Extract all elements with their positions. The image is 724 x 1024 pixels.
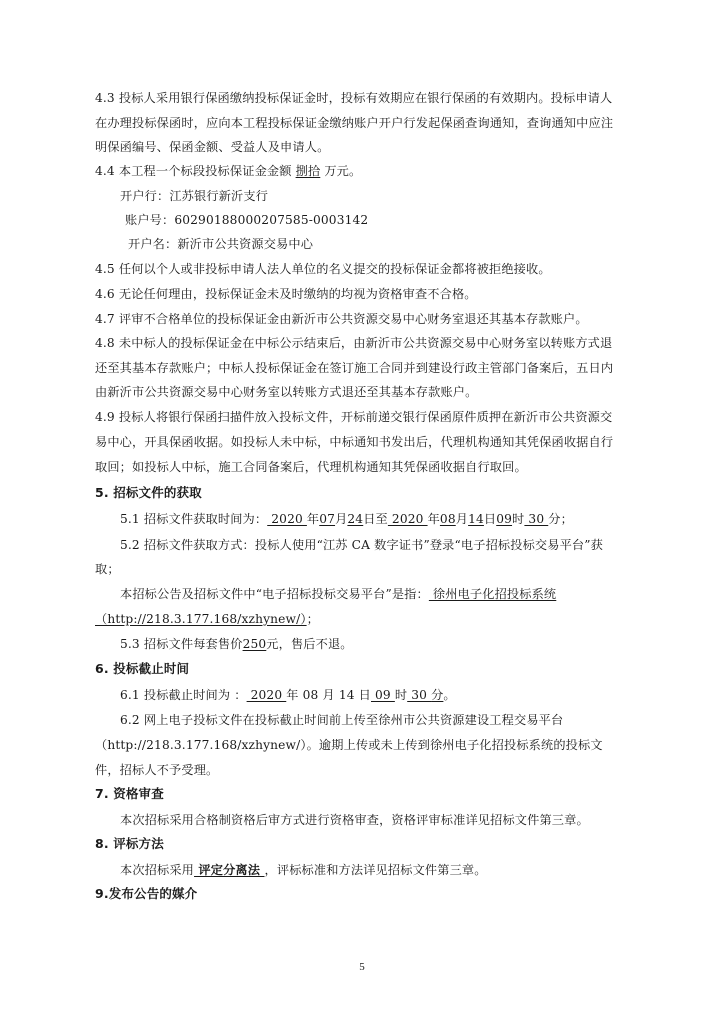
para-4-6: 4.6 无论任何理由，投标保证金未及时缴纳的均视为资格审查不合格。 (95, 287, 477, 301)
para-4-9-line-2: 易中心，开具保函收据。如投标人未中标，中标通知书发出后，代理机构通知其凭保函收据自行 (95, 435, 614, 449)
evaluation-method: 评定分离法 (194, 863, 265, 877)
hour-char: 时 (512, 512, 525, 526)
deadline-date: 年 08 月 14 日 (286, 688, 371, 702)
platform-end: ； (306, 612, 319, 626)
end-hour: 09 (496, 512, 513, 526)
para-5-1-text: 5.1 招标文件获取时间为： (120, 512, 268, 526)
para-6-2-line-2: （http://218.3.177.168/xzhynew/）。逾期上传或未上传到徐州电子化招投标系统的投标文 (95, 738, 603, 752)
start-month: 07 (319, 512, 336, 526)
platform-text: 本招标公告及招标文件中“电子招标投标交易平台”是指： (120, 587, 429, 601)
para-4-8-line-3: 由新沂市公共资源交易中心财务室以转账方式退还至其基本存款账户。 (95, 385, 478, 399)
para-4-9-line-3: 取回；如投标人中标，施工合同备案后，代理机构通知其凭保函收据自行取回。 (95, 460, 527, 474)
para-4-4 (95, 163, 361, 179)
deadline-year: 2020 (246, 688, 287, 702)
year-char: 年 (427, 512, 440, 526)
minute-char: 分； (548, 512, 573, 526)
page-number: 5 (359, 961, 365, 973)
para-4-3-line-1: 4.3 投标人采用银行保函缴纳投标保证金时，投标有效期应在银行保函的有效期内。投标申请人 (95, 91, 613, 105)
para-5-2-line-1: 5.2 招标文件获取方式：投标人使用“江苏 CA 数字证书”登录“电子招标投标交易平台”获 (120, 538, 603, 552)
para-6-1-text: 6.1 投标截止时间为 ： (120, 688, 247, 702)
start-year: 2020 (267, 512, 307, 526)
para-8-text: 本次招标采用 (120, 863, 195, 877)
account-number: 账户号：60290188000207585-0003142 (125, 213, 369, 227)
para-5-3-text: 5.3 招标文件每套售价 (120, 637, 243, 651)
para-5-2-line-2: 取； (95, 562, 120, 576)
end-day: 14 (468, 512, 484, 526)
deposit-amount: 捌拾 (295, 164, 321, 178)
account-holder: 开户名：新沂市公共资源交易中心 (128, 237, 314, 251)
para-4-3-line-2: 在办理投标保函时，应向本工程投标保证金缴纳账户开户行发起保函查询通知，查询通知中应注 (95, 116, 614, 130)
platform-name: 徐州电子化招投标系统 (428, 587, 557, 601)
end-minute: 30 (524, 512, 549, 526)
para-4-9-line-1: 4.9 投标人将银行保函扫描件放入投标文件，开标前递交银行保函原件质押在新沂市公共资源交 (95, 410, 613, 424)
platform-line-2 (95, 611, 319, 627)
para-4-8-line-2: 还至其基本存款账户；中标人投标保证金在签订施工合同并到建设行政主管部门备案后，五日内 (95, 361, 614, 375)
para-5-1 (120, 511, 573, 527)
section-5-heading: 5. 招标文件的获取 (95, 485, 202, 500)
para-4-7: 4.7 评审不合格单位的投标保证金由新沂市公共资源交易中心财务室退还其基本存款账户。 (95, 312, 588, 326)
para-4-5: 4.5 任何以个人或非投标申请人法人单位的名义提交的投标保证金都将被拒绝接收。 (95, 262, 551, 276)
para-6-2-line-3: 件，招标人不予受理。 (95, 763, 219, 777)
day-to-char: 日至 (363, 512, 388, 526)
start-day: 24 (347, 512, 364, 526)
month-char: 月 (455, 512, 469, 526)
day-char: 日 (483, 512, 497, 526)
deadline-hour: 09 (371, 688, 395, 702)
section-6-heading: 6. 投标截止时间 (95, 661, 190, 676)
para-5-3-end: 元，售后不退。 (266, 637, 353, 651)
para-4-8-line-1: 4.8 未中标人的投标保证金在中标公示结束后，由新沂市公共资源交易中心财务室以转账方式退 (95, 336, 613, 350)
para-4-3-line-3: 明保函编号、保函金额、受益人及申请人。 (95, 140, 330, 154)
para-4-4-unit: 万元。 (320, 164, 362, 178)
end-month: 08 (439, 512, 456, 526)
end-year: 2020 (387, 512, 428, 526)
para-6-2-line-1: 6.2 网上电子投标文件在投标截止时间前上传至徐州市公共资源建设工程交易平台 (120, 713, 564, 727)
month-char: 月 (335, 512, 348, 526)
bank-name: 开户行：江苏银行新沂支行 (120, 189, 269, 203)
minute-char: 分 (431, 688, 444, 702)
platform-line-1 (120, 586, 556, 602)
document-price: 250 (242, 637, 267, 651)
para-6-1-end: 。 (443, 688, 456, 702)
para-7-body: 本次招标采用合格制资格后审方式进行资格审查，资格评审标准详见招标文件第三章。 (120, 813, 589, 827)
section-8-heading: 8. 评标方法 (95, 836, 164, 851)
para-8-body (120, 862, 487, 878)
platform-url: （http://218.3.177.168/xzhynew/） (95, 612, 307, 626)
para-4-4-text: 4.4 本工程一个标段投标保证金金额 (95, 164, 296, 178)
section-7-heading: 7. 资格审查 (95, 786, 164, 801)
para-6-1 (120, 687, 456, 703)
hour-char: 时 (394, 688, 408, 702)
para-8-end: ，评标标准和方法详见招标文件第三章。 (264, 863, 487, 877)
year-char: 年 (306, 512, 320, 526)
deadline-minute: 30 (407, 688, 432, 702)
para-5-3 (120, 636, 353, 652)
section-9-heading: 9.发布公告的媒介 (95, 886, 198, 901)
